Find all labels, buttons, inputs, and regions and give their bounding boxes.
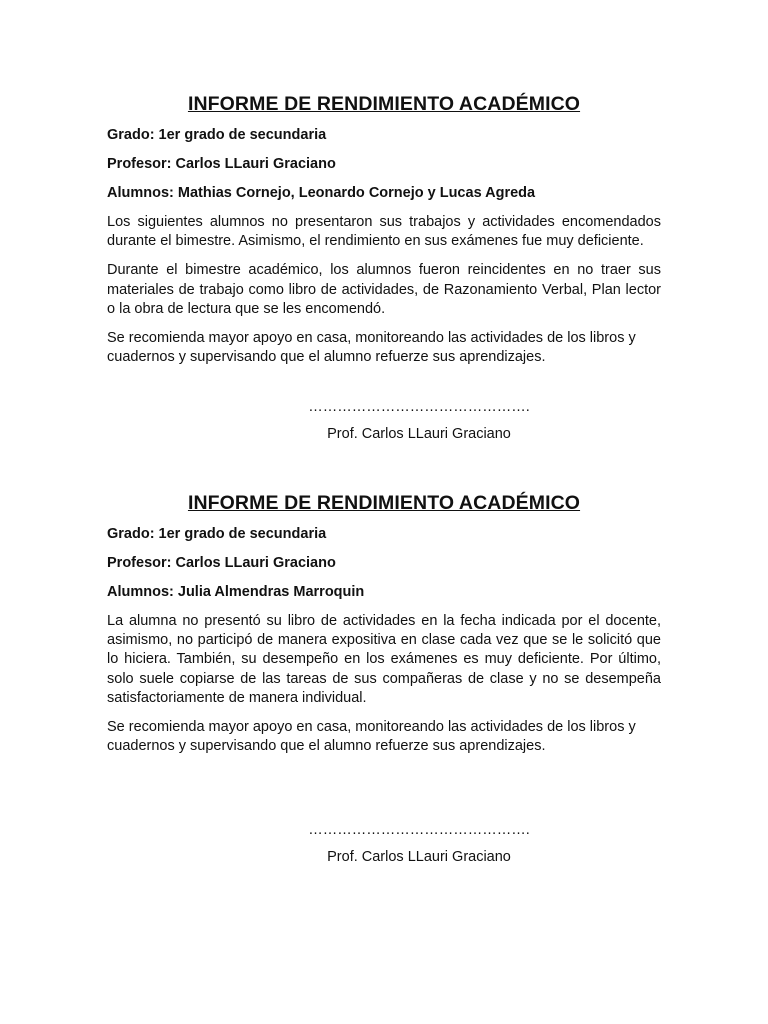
report-2 — [107, 491, 661, 867]
recommendation-paragraph: Se recomienda mayor apoyo en casa, monitoreando las actividades de los libros y cuadernos y supervisando que el alumno refuerze sus aprendizajes. — [107, 330, 636, 366]
signature-line: ………………………………………. — [308, 399, 530, 416]
grade-line: Grado: 1er grado de secundaria — [107, 526, 327, 542]
teacher-line: Profesor: Carlos LLauri Graciano — [107, 156, 336, 172]
report-1 — [107, 92, 661, 444]
signature-name: Prof. Carlos LLauri Graciano — [327, 849, 511, 866]
signature-name: Prof. Carlos LLauri Graciano — [327, 426, 511, 443]
paragraph: La alumna no presentó su libro de actividades en la fecha indicada por el docente, asimismo, no participó de manera expositiva en clase cada vez que se le solicitó que lo hiciera. También, su desempeño en los exámenes es muy deficiente. Por último, solo suele copiarse de las tareas de sus compañeras de clase y no se desempeña satisfactoriamente de manera individual. — [107, 613, 661, 706]
recommendation-paragraph: Se recomienda mayor apoyo en casa, monitoreando las actividades de los libros y cuadernos y supervisando que el alumno refuerze sus aprendizajes. — [107, 719, 636, 755]
report-title: INFORME DE RENDIMIENTO ACADÉMICO — [187, 93, 581, 115]
signature-line: ………………………………………. — [308, 822, 530, 839]
students-line: Alumnos: Julia Almendras Marroquin — [107, 584, 365, 600]
report-title: INFORME DE RENDIMIENTO ACADÉMICO — [187, 492, 581, 514]
paragraph: Los siguientes alumnos no presentaron sus trabajos y actividades encomendados durante el bimestre. Asimismo, el rendimiento en sus exámenes fue muy deficiente. — [107, 214, 661, 250]
students-line: Alumnos: Mathias Cornejo, Leonardo Cornejo y Lucas Agreda — [107, 185, 536, 201]
teacher-line: Profesor: Carlos LLauri Graciano — [107, 555, 336, 571]
paragraph: Durante el bimestre académico, los alumnos fueron reincidentes en no traer sus materiales de trabajo como libro de actividades, de Razonamiento Verbal, Plan lector o la obra de lectura que se les encomendó. — [107, 262, 661, 317]
grade-line: Grado: 1er grado de secundaria — [107, 127, 327, 143]
